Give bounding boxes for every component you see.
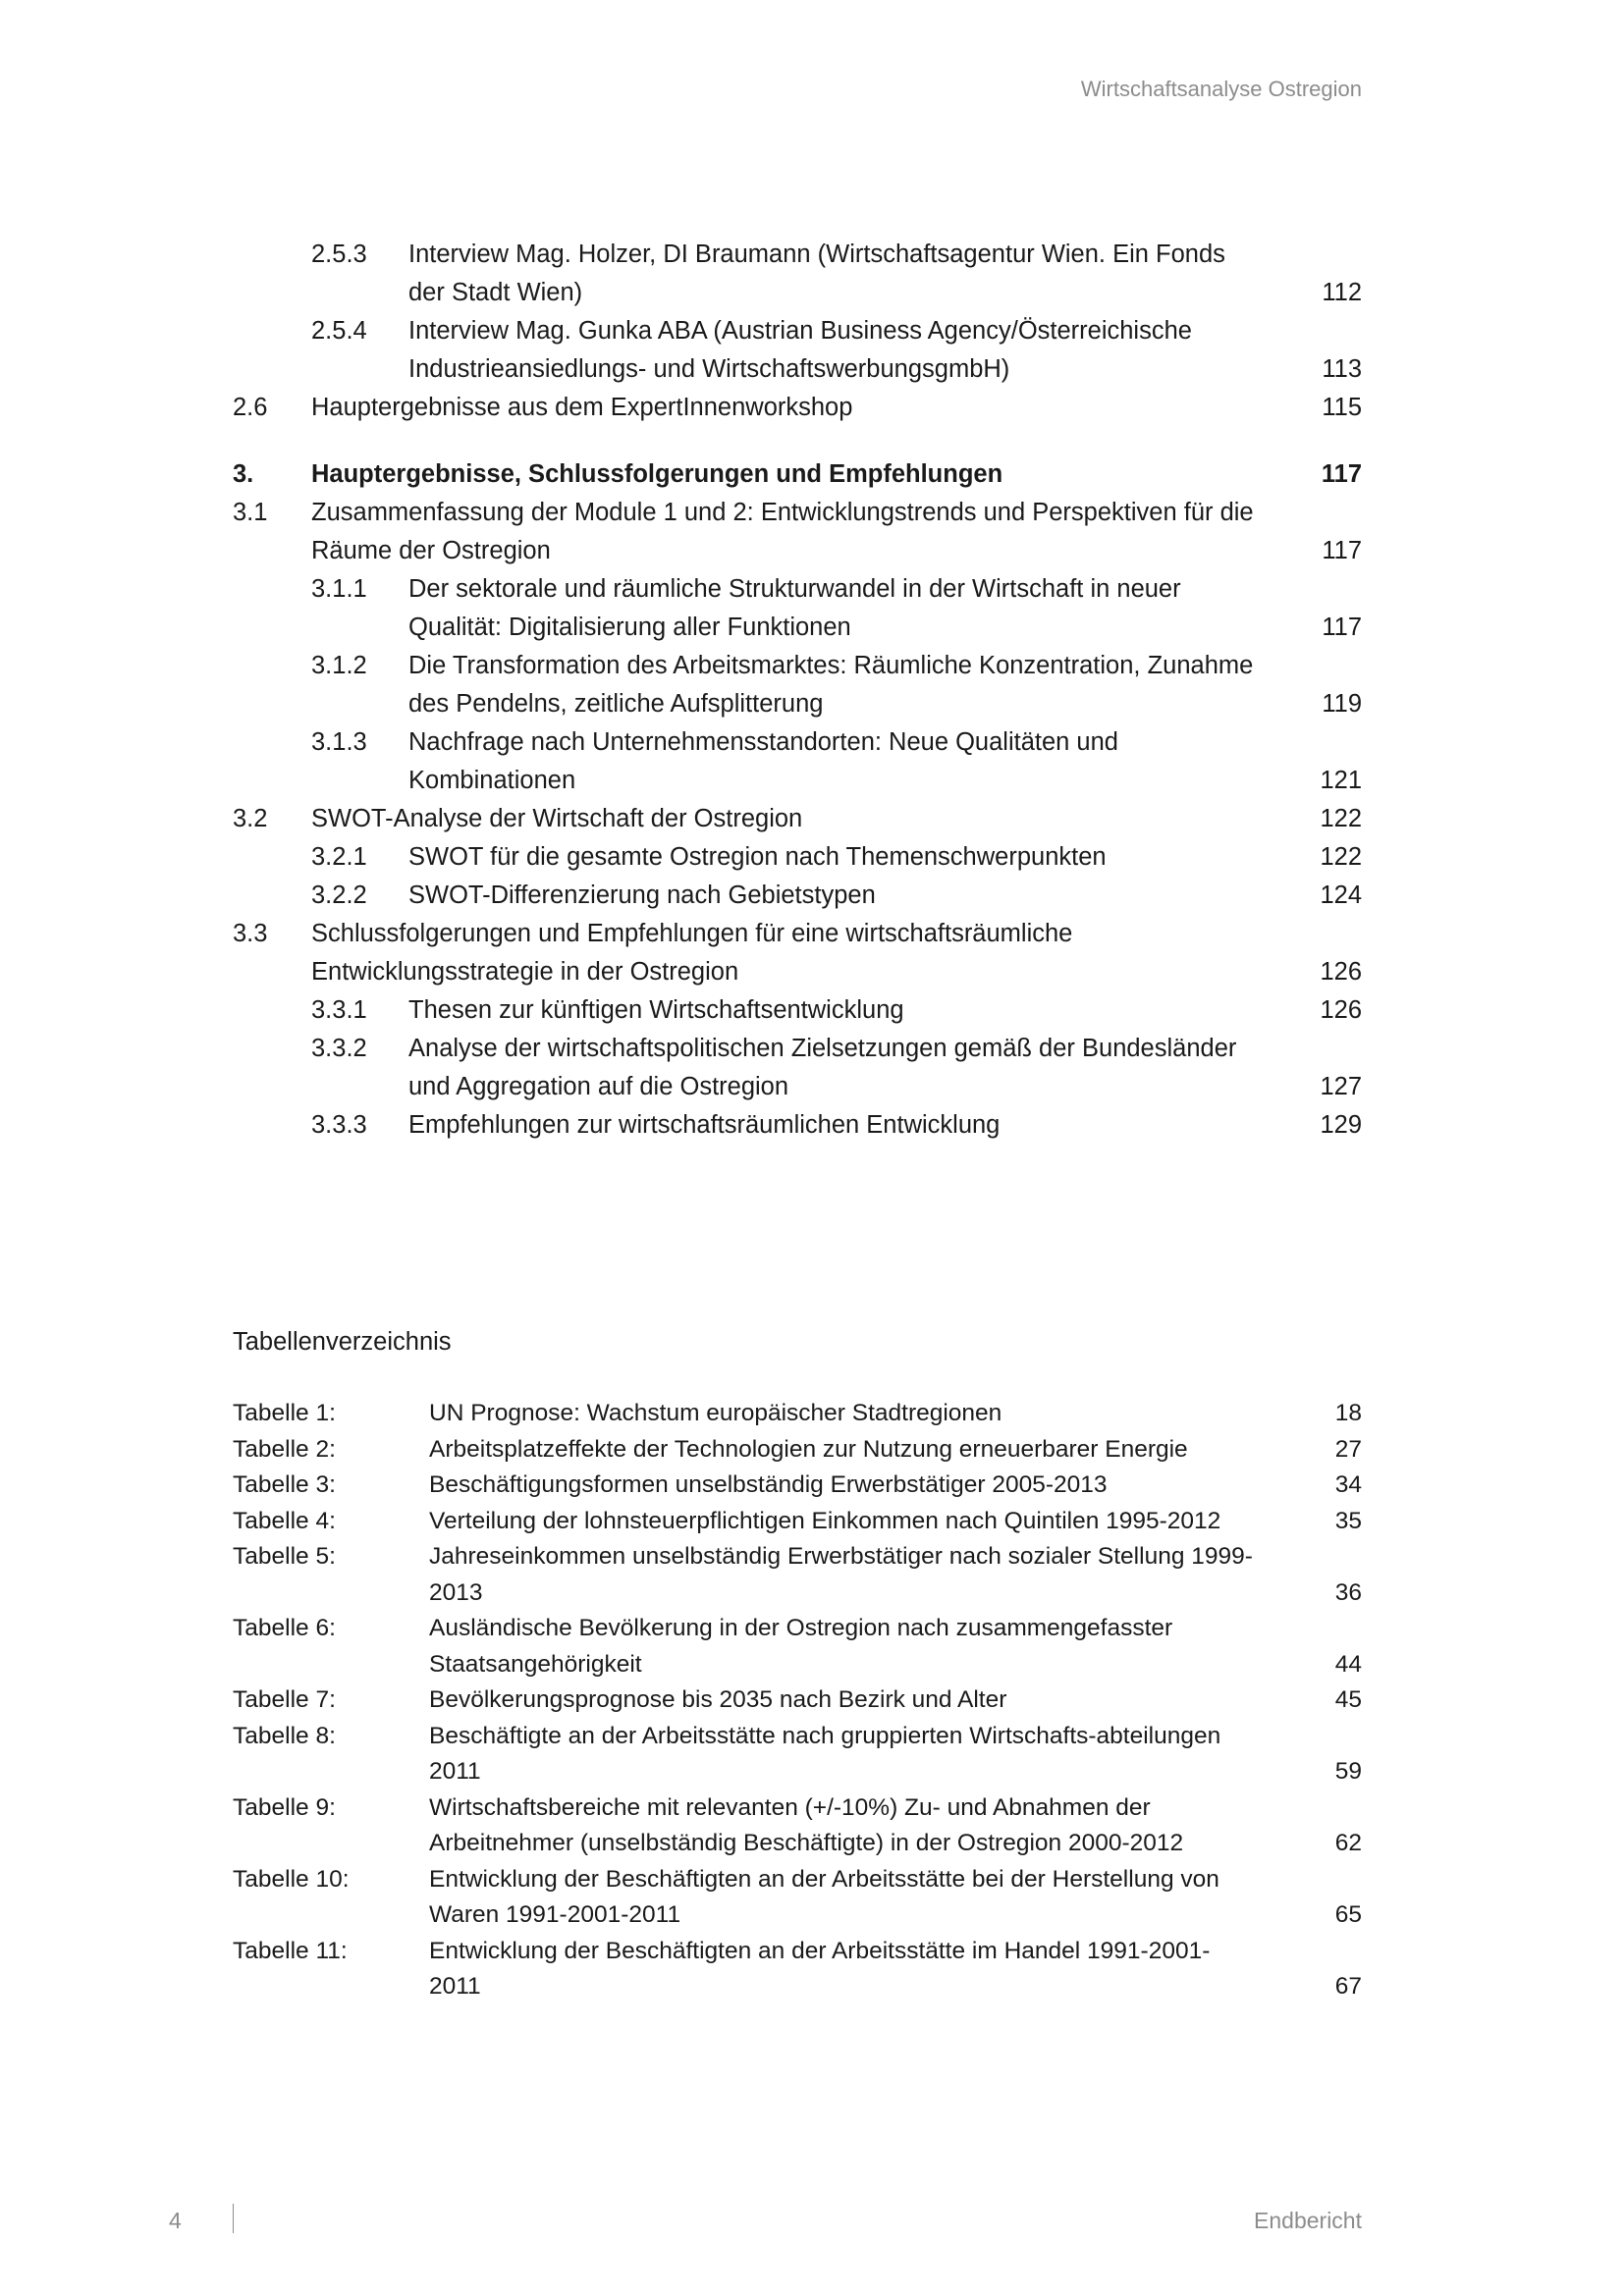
table-title: Beschäftigte an der Arbeitsstätte nach gruppierten Wirtschafts-abteilungen 2011 [429, 1722, 1221, 1785]
toc-page: 121 [1320, 767, 1362, 794]
toc-page: 117 [1322, 614, 1362, 641]
toc-page: 113 [1322, 355, 1362, 383]
table-title: Beschäftigungsformen unselbständig Erwerbstätiger 2005-2013 [429, 1471, 1108, 1498]
table-title: Jahreseinkommen unselbständig Erwerbstätiger nach sozialer Stellung 1999-2013 [429, 1543, 1253, 1606]
toc-number: 3.3.1 [311, 996, 367, 1024]
toc-page: 122 [1320, 843, 1362, 871]
table-label: Tabelle 10: [233, 1865, 350, 1893]
table-entry[interactable] [233, 1719, 1362, 1790]
table-title: Arbeitsplatzeffekte der Technologien zur Nutzung erneuerbarer Energie [429, 1435, 1188, 1463]
table-label: Tabelle 6: [233, 1615, 336, 1641]
page-number: 4 [169, 2208, 182, 2233]
table-entry[interactable] [233, 1396, 1362, 1432]
toc-number: 3.2.1 [311, 843, 367, 871]
toc-number: 3.3.2 [311, 1035, 367, 1062]
table-label: Tabelle 7: [233, 1686, 336, 1713]
footer-label: Endbericht [1254, 2208, 1362, 2233]
table-label: Tabelle 5: [233, 1543, 336, 1570]
toc-number: 2.5.4 [311, 317, 367, 345]
table-entry[interactable] [233, 1432, 1362, 1468]
table-entry[interactable] [233, 1934, 1362, 2005]
table-label: Tabelle 9: [233, 1793, 336, 1821]
table-page: 67 [1334, 1973, 1362, 2000]
toc-entry[interactable] [233, 877, 1362, 915]
toc-page: 117 [1321, 460, 1362, 488]
toc-number: 2.6 [233, 394, 268, 421]
table-label: Tabelle 2: [233, 1435, 336, 1463]
toc-title: Interview Mag. Gunka ABA (Austrian Business Agency/Österreichische Industrieansiedlungs- und WirtschaftswerbungsgmbH) [408, 317, 1192, 383]
toc-entry[interactable] [233, 723, 1362, 800]
table-page: 27 [1334, 1435, 1362, 1463]
table-page: 45 [1334, 1686, 1362, 1713]
toc-number: 3. [233, 460, 254, 488]
table-title: Ausländische Bevölkerung in der Ostregion nach zusammengefasster Staatsangehörigkeit [429, 1615, 1173, 1678]
toc-entry[interactable] [233, 1106, 1362, 1145]
toc-title: Empfehlungen zur wirtschaftsräumlichen Entwicklung [408, 1111, 1001, 1139]
table-label: Tabelle 1: [233, 1400, 336, 1426]
footer-divider [233, 2204, 234, 2233]
table-title: Bevölkerungsprognose bis 2035 nach Bezirk und Alter [429, 1686, 1007, 1713]
toc-title: Die Transformation des Arbeitsmarktes: Räumliche Konzentration, Zunahme des Pendelns, zeitliche Aufsplitterung [408, 652, 1254, 718]
table-title: UN Prognose: Wachstum europäischer Stadtregionen [429, 1400, 1002, 1426]
toc-page: 126 [1320, 996, 1362, 1024]
toc-page: 119 [1322, 690, 1362, 718]
toc-title: Interview Mag. Holzer, DI Braumann (Wirtschaftsagentur Wien. Ein Fonds der Stadt Wien) [408, 240, 1225, 306]
toc-title: Nachfrage nach Unternehmensstandorten: Neue Qualitäten und Kombinationen [408, 728, 1118, 794]
running-header: Wirtschaftsanalyse Ostregion [1080, 77, 1362, 101]
toc-entry[interactable] [233, 991, 1362, 1030]
toc-title: Zusammenfassung der Module 1 und 2: Entwicklungstrends und Perspektiven für die Räume der Ostregion [311, 499, 1254, 564]
toc-entry[interactable] [233, 236, 1362, 312]
toc-title: SWOT-Analyse der Wirtschaft der Ostregion [311, 805, 803, 832]
toc-number: 3.2 [233, 805, 268, 832]
toc-number: 3.2.2 [311, 881, 367, 909]
toc-title: Thesen zur künftigen Wirtschaftsentwicklung [408, 996, 904, 1024]
toc-title: SWOT-Differenzierung nach Gebietstypen [408, 881, 876, 909]
toc-page: 127 [1320, 1073, 1362, 1100]
table-page: 34 [1334, 1471, 1362, 1498]
table-entry[interactable] [233, 1682, 1362, 1719]
table-entry[interactable] [233, 1504, 1362, 1540]
toc-page: 115 [1322, 394, 1362, 421]
table-label: Tabelle 8: [233, 1722, 336, 1749]
toc-title: Der sektorale und räumliche Strukturwandel in der Wirtschaft in neuer Qualität: Digitalisierung aller Funktionen [408, 575, 1181, 641]
list-of-tables [233, 1396, 1362, 2005]
table-page: 59 [1334, 1758, 1362, 1785]
table-title: Entwicklung der Beschäftigten an der Arbeitsstätte bei der Herstellung von Waren 1991-2001-2011 [429, 1865, 1219, 1928]
table-entry[interactable] [233, 1862, 1362, 1934]
table-page: 36 [1334, 1578, 1362, 1606]
toc-number: 3.3 [233, 920, 268, 947]
toc-number: 3.1.1 [311, 575, 367, 603]
toc-number: 3.3.3 [311, 1111, 367, 1139]
toc-title: Schlussfolgerungen und Empfehlungen für eine wirtschaftsräumliche Entwicklungsstrategie in der Ostregion [311, 920, 1073, 986]
toc-entry[interactable] [233, 647, 1362, 723]
table-label: Tabelle 11: [233, 1937, 348, 1964]
toc-page: 124 [1320, 881, 1362, 909]
table-entry[interactable] [233, 1539, 1362, 1611]
toc-entry[interactable] [233, 838, 1362, 877]
toc-number: 2.5.3 [311, 240, 367, 268]
toc-page: 117 [1322, 537, 1362, 564]
toc-page: 126 [1320, 958, 1362, 986]
tables-heading: Tabellenverzeichnis [233, 1328, 452, 1356]
table-label: Tabelle 4: [233, 1507, 336, 1534]
table-page: 62 [1334, 1830, 1362, 1856]
toc-entry[interactable] [233, 1030, 1362, 1106]
table-page: 18 [1334, 1400, 1362, 1426]
toc-title: Hauptergebnisse aus dem ExpertInnenworkshop [311, 394, 853, 421]
table-of-contents [233, 236, 1362, 1145]
toc-title: Hauptergebnisse, Schlussfolgerungen und Empfehlungen [311, 460, 1003, 488]
toc-entry[interactable] [233, 570, 1362, 647]
table-entry[interactable] [233, 1611, 1362, 1682]
table-entry[interactable] [233, 1790, 1362, 1862]
toc-entry[interactable] [233, 915, 1362, 991]
table-page: 65 [1334, 1901, 1362, 1928]
toc-page: 122 [1320, 805, 1362, 832]
table-title: Wirtschaftsbereiche mit relevanten (+/-10%) Zu- und Abnahmen der Arbeitnehmer (unselbständig Beschäftigte) in der Ostregion 2000-2012 [429, 1793, 1184, 1856]
toc-number: 3.1.3 [311, 728, 367, 756]
toc-entry[interactable] [233, 800, 1362, 838]
table-entry[interactable] [233, 1468, 1362, 1504]
table-title: Verteilung der lohnsteuerpflichtigen Einkommen nach Quintilen 1995-2012 [429, 1507, 1221, 1534]
table-page: 44 [1334, 1650, 1362, 1678]
toc-page: 112 [1322, 279, 1362, 306]
toc-entry[interactable] [233, 389, 1362, 427]
toc-entry[interactable] [233, 312, 1362, 389]
toc-number: 3.1.2 [311, 652, 367, 679]
table-page: 35 [1334, 1507, 1362, 1534]
toc-title: SWOT für die gesamte Ostregion nach Themenschwerpunkten [408, 843, 1107, 871]
table-title: Entwicklung der Beschäftigten an der Arbeitsstätte im Handel 1991-2001-2011 [429, 1937, 1211, 2000]
toc-entry[interactable] [233, 494, 1362, 570]
table-label: Tabelle 3: [233, 1471, 336, 1498]
toc-page: 129 [1320, 1111, 1362, 1139]
toc-entry-chapter[interactable] [233, 455, 1362, 494]
toc-title: Analyse der wirtschaftspolitischen Zielsetzungen gemäß der Bundesländer und Aggregation auf die Ostregion [408, 1035, 1237, 1100]
toc-number: 3.1 [233, 499, 268, 526]
